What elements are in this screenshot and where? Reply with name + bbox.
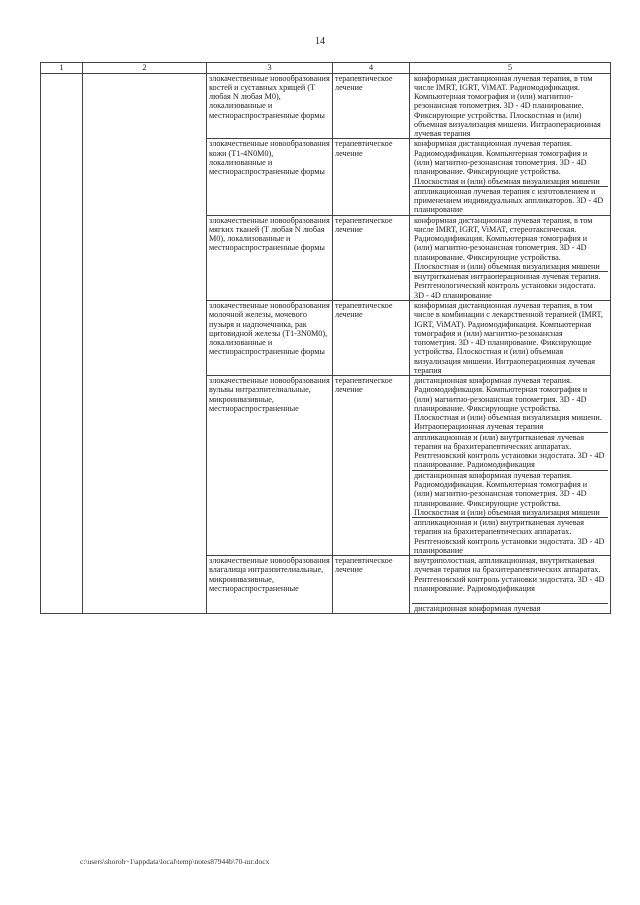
number-cell xyxy=(41,73,83,614)
services-table xyxy=(40,62,611,614)
table-header-row xyxy=(41,63,611,74)
method-text: конформная дистанционная лучевая терапия. Радиомодификация. Компьютерная томография и (или) магнитно-резонансная топометрия. 3D - 4D планирование. Фиксирующие устройства. Плоскостная и (или) объемная визуализация мишени xyxy=(412,139,608,186)
treatment-cell: терапевтическое лечение xyxy=(333,556,410,614)
treatment-cell: терапевтическое лечение xyxy=(333,300,410,375)
method-cell xyxy=(410,300,611,375)
method-cell xyxy=(410,215,611,300)
column-header-4: 4 xyxy=(333,63,410,74)
method-text: аппликационная лучевая терапия с изготовлением и применением индивидуальных аппликаторов. 3D - 4D планирование xyxy=(414,186,604,215)
disease-cell: злокачественные новообразования костей и суставных хрящей (T любая N любая M0), локализованные и местнораспространенные формы xyxy=(207,73,333,139)
method-cell xyxy=(410,376,611,556)
table-row xyxy=(41,73,611,139)
treatment-cell: терапевтическое лечение xyxy=(333,376,410,556)
method-text: аппликационная и (или) внутритканевая лучевая терапия на брахитерапевтических аппаратах. Рентгеновский контроль установки эндостата. 3D - 4D планирование xyxy=(414,518,605,555)
method-text: дистанционная конформная лучевая xyxy=(414,604,541,614)
disease-cell: злокачественные новообразования мягких тканей (T любая N любая M0), локализованные и местнораспространенные формы xyxy=(207,215,333,300)
disease-cell: злокачественные новообразования молочной железы, мочевого пузыря и надпочечника, рак щитовидной железы (T1-3N0M0), локализованные и местнораспространенные формы xyxy=(207,300,333,375)
disease-cell: злокачественные новообразования кожи (T1-4N0M0), локализованные и местнораспространенные формы xyxy=(207,139,333,215)
page-number: 14 xyxy=(315,36,325,47)
treatment-cell: терапевтическое лечение xyxy=(333,215,410,300)
method-text: конформная дистанционная лучевая терапия, в том числе в комбинации с лекарственной терапией (IMRT, IGRT, ViMAT). Радиомодификация. Компьютерная томография и (или) магнитно-резонансная топометрия. 3D - 4D планирование. Фиксирующие устройства. Плоскостная и (или) объемная визуализация мишени. Интраоперационная лучевая терапия xyxy=(414,300,603,375)
treatment-cell: терапевтическое лечение xyxy=(333,73,410,139)
method-text: внутриполостная, аппликационная, внутритканевая лучевая терапия на брахитерапевтических аппаратах. Рентгеновский контроль установки эндостата. 3D - 4D планирование. Радиомодификация xyxy=(412,556,608,604)
method-cell xyxy=(410,556,611,614)
method-cell xyxy=(410,73,611,139)
group-cell xyxy=(83,73,207,614)
method-text: дистанционная конформная лучевая терапия. Радиомодификация. Компьютерная томография и (или) магнитно-резонансная топометрия. 3D - 4D планирование. Фиксирующие устройства. Плоскостная и (или) объемная визуализация мишени. Интраоперационная лучевая терапия xyxy=(412,376,608,433)
method-text: аппликационная и (или) внутритканевая лучевая терапия на брахитерапевтических аппаратах. Рентгеновский контроль установки эндостата. 3D - 4D планирование. Радиомодификация xyxy=(412,433,608,471)
method-text: дистанционная конформная лучевая терапия. Радиомодификация. Компьютерная томография и (или) магнитно-резонансная топометрия. 3D - 4D планирование. Фиксирующие устройства. Плоскостная и (или) объемная визуализация мишени xyxy=(412,471,608,518)
treatment-cell: терапевтическое лечение xyxy=(333,139,410,215)
disease-cell: злокачественные новообразования влагалища интраэпителиальные, микроинвазивные, местнораспространенные xyxy=(207,556,333,614)
column-header-1: 1 xyxy=(41,63,83,74)
method-cell xyxy=(410,139,611,215)
column-header-3: 3 xyxy=(207,63,333,74)
method-text: внутритканевая интраоперационная лучевая терапия. Рентгенологический контроль установки эндостата. 3D - 4D планирование xyxy=(414,272,601,300)
column-header-5: 5 xyxy=(410,63,611,74)
file-path-footer: c:\users\shoroh~1\appdata\local\temp\notes87944b\70-шг.docx xyxy=(80,857,270,866)
method-text: конформная дистанционная лучевая терапия, в том числе IMRT, IGRT, ViMAT, стереотаксическая. Радиомодификация. Компьютерная томография и (или) магнитно-резонансная топометрия. 3D - 4D планирование. Фиксирующие устройства. Плоскостная и (или) объемная визуализация мишени xyxy=(412,216,608,273)
disease-cell: злокачественные новообразования вульвы интраэпителиальные, микроинвазивные, местнораспространенные xyxy=(207,376,333,556)
column-header-2: 2 xyxy=(83,63,207,74)
method-text: конформная дистанционная лучевая терапия, в том числе IMRT, IGRT, ViMAT. Радиомодификация. Компьютерная томография и (или) магнитно-резонансная топометрия. 3D - 4D планирование. Фиксирующие устройства. Плоскостная и (или) объемная визуализация мишени. Интраоперационная лучевая терапия xyxy=(414,73,601,139)
